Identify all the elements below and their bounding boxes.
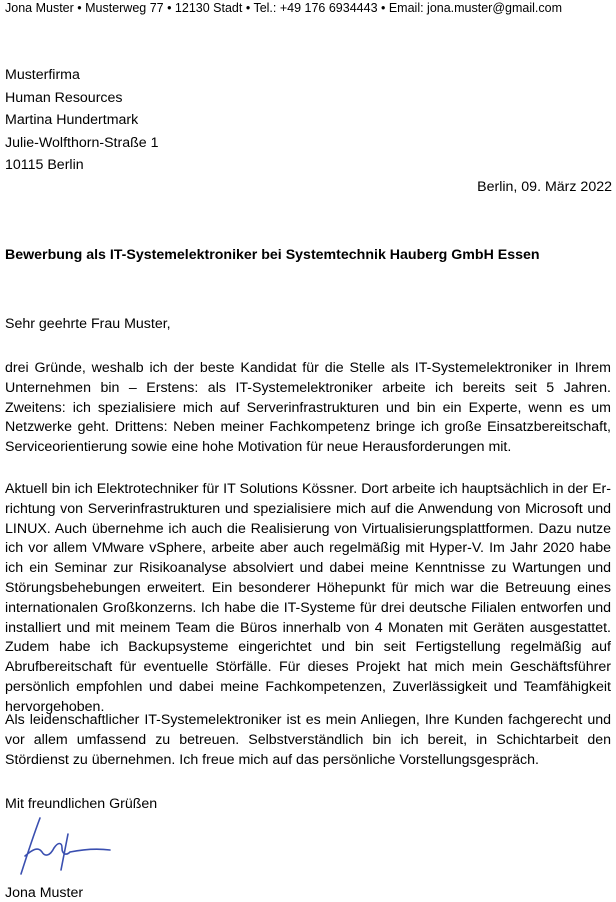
closing: Mit freundlichen Grüßen [5, 796, 158, 812]
signer-name: Jona Muster [5, 885, 84, 901]
recipient-department: Human Resources [5, 89, 123, 106]
body-paragraph-1: drei Gründe, weshalb ich der beste Kandidat für die Stelle als IT-Systemelektroniker in Ihrem Unternehmen bin – Erstens: als IT-Systemelektroniker arbeite ich bereits seit 5 Jahren. Zweitens: ich spezialisiere mich auf Serverinfrastrukturen und bin ein Experte, wenn es um Netzwerke geht. Drittens: Neben meiner Fachkompetenz bringe ich große Einsatzbereitschaft, Serviceorientierung sowie eine hohe Motivation für neue Herausforderungen mit. [5, 360, 611, 456]
recipient-contact: Martina Hundertmark [5, 112, 139, 129]
recipient-company: Musterfirma [5, 67, 80, 83]
sender-line: Jona Muster • Musterweg 77 • 12130 Stadt • Tel.: +49 176 6934443 • Email: jona.muster@gmail.com [5, 1, 562, 15]
letter-subject: Bewerbung als IT-Systemelektroniker bei Systemtechnik Hauberg GmbH Essen [5, 247, 540, 263]
salutation: Sehr geehrte Frau Muster, [5, 316, 171, 332]
letter-date: Berlin, 09. März 2022 [477, 179, 612, 195]
recipient-address [5, 64, 159, 177]
recipient-street: Julie-Wolfthorn-Straße 1 [5, 134, 159, 151]
body-paragraph-2: Aktuell bin ich Elektrotechniker für IT Solutions Kössner. Dort arbeite ich hauptsächlich in der Errichtung von Serverinfrastrukturen und spezialisiere mich auf die Anwendung von Microsoft und LINUX. Auch übernehme ich auch die Realisierung von Virtualisierungsplattformen. Dazu nutze ich vor allem VMware vSphere, arbeite aber auch regelmäßig mit Hyper-V. Im Jahr 2020 habe ich ein Seminar zur Risikoanalyse absolviert und dabei meine Kenntnisse zu Wartungen und Störungsbehebungen erweitert. Ein besonderer Höhepunkt für mich war die Betreuung eines internationalen Großkonzerns. Ich habe die IT-Systeme für drei deutsche Filialen entworfen und installiert und mit meinem Team die Büros innerhalb von 4 Monaten mit Geräten ausgestattet. Zudem habe ich Backupsysteme eingerichtet und bin seit Fertigstellung regelmäßig auf Abrufbereitschaft für eventuelle Störfälle. Für dieses Projekt hat mich mein Geschäftsführer persönlich empfohlen und dabei meine Fachkompetenzen, Zuverlässigkeit und Teamfähigkeit hervorgehoben. [5, 481, 611, 715]
handwritten-signature [6, 812, 116, 882]
recipient-city: 10115 Berlin [5, 157, 84, 174]
body-paragraph-3: Als leidenschaftlicher IT-Systemelektroniker ist es mein Anliegen, Ihre Kunden fachgerecht und vor allem umfassend zu betreuen. Selbstverständlich bin ich bereit, in Schichtarbeit den Stördienst zu übernehmen. Ich freue mich auf das persönliche Vorstellungsgespräch. [5, 712, 611, 768]
